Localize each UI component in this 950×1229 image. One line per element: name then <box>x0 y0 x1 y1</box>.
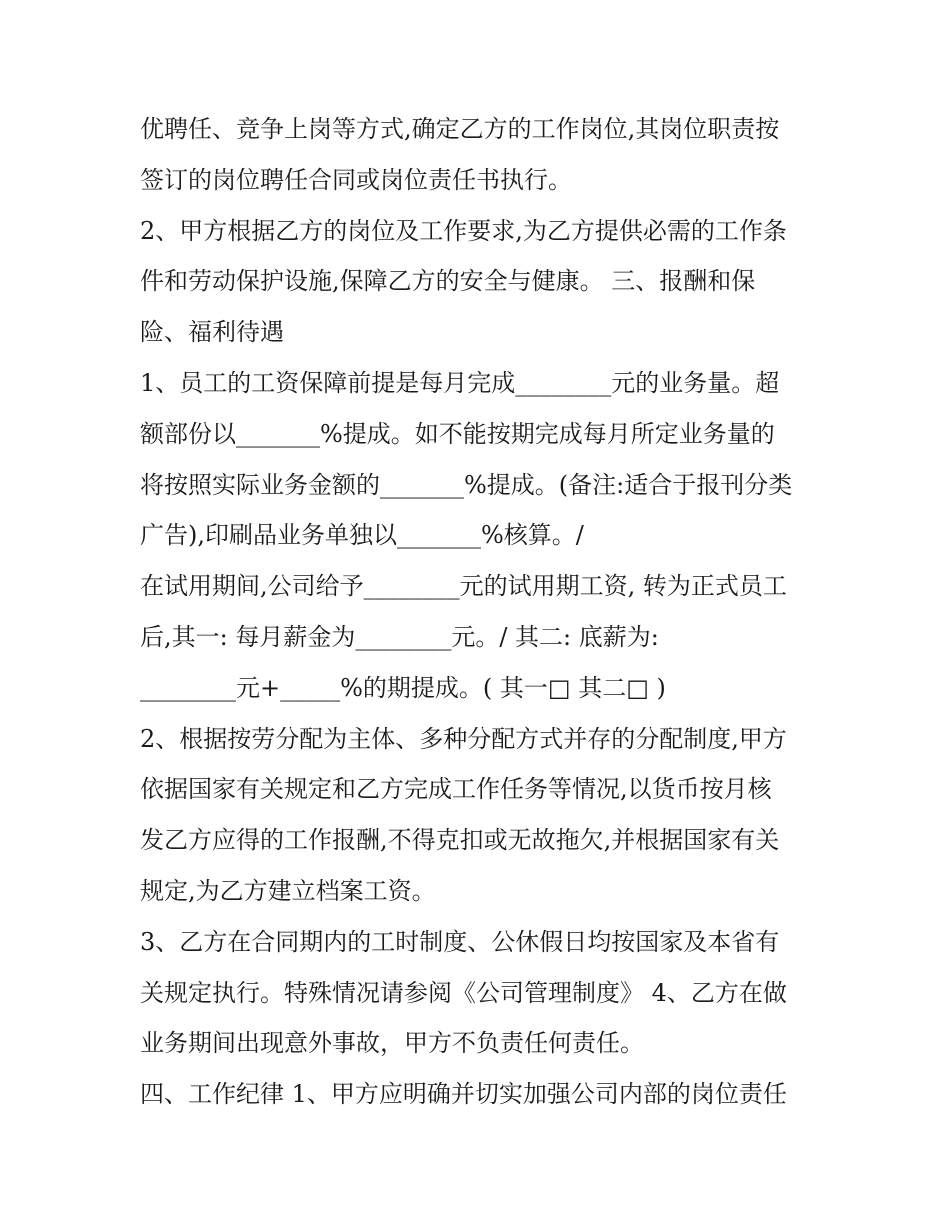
text-line: 四、工作纪律 1、甲方应明确并切实加强公司内部的岗位责任 <box>140 1080 787 1109</box>
text-line: 关规定执行。特殊情况请参阅《公司管理制度》 4、乙方在做 <box>140 978 787 1007</box>
text-line: 将按照实际业务金额的_______%提成。(备注:适合于报刊分类 <box>140 470 793 499</box>
text-line: 依据国家有关规定和乙方完成工作任务等情况,以货币按月核 <box>140 775 772 804</box>
text-line: 发乙方应得的工作报酬,不得克扣或无故拖欠,并根据国家有关 <box>140 826 780 855</box>
document-body <box>140 104 830 1120</box>
text-line: 后,其一: 每月薪金为________元。/ 其二: 底薪为: <box>140 622 659 651</box>
text-line: 在试用期间,公司给予________元的试用期工资, 转为正式员工 <box>140 572 787 601</box>
text-line: 1、员工的工资保障前提是每月完成________元的业务量。超 <box>140 368 780 397</box>
text-line: 险、福利待遇 <box>140 318 284 347</box>
text-line: 优聘任、竞争上岗等方式,确定乙方的工作岗位,其岗位职责按 <box>140 115 780 143</box>
text-line: 签订的岗位聘任合同或岗位责任书执行。 <box>140 165 572 194</box>
text-line: 业务期间出现意外事故，甲方不负责任何责任。 <box>140 1029 644 1058</box>
text-line: 额部份以_______%提成。如不能按期完成每月所定业务量的 <box>140 419 775 448</box>
text-line: 2、甲方根据乙方的岗位及工作要求,为乙方提供必需的工作条 <box>140 216 787 245</box>
text-line: 规定,为乙方建立档案工资。 <box>140 876 436 905</box>
text-line: 2、根据按劳分配为主体、多种分配方式并存的分配制度,甲方 <box>140 724 787 753</box>
text-line: ________元+_____%的期提成。( 其一□ 其二□ ) <box>140 673 666 702</box>
text-line: 广告),印刷品业务单独以_______%核算。/ <box>140 521 584 550</box>
text-line: 3、乙方在合同期内的工时制度、公休假日均按国家及本省有 <box>140 927 780 956</box>
text-line: 件和劳动保护设施,保障乙方的安全与健康。 三、报酬和保 <box>140 267 756 296</box>
